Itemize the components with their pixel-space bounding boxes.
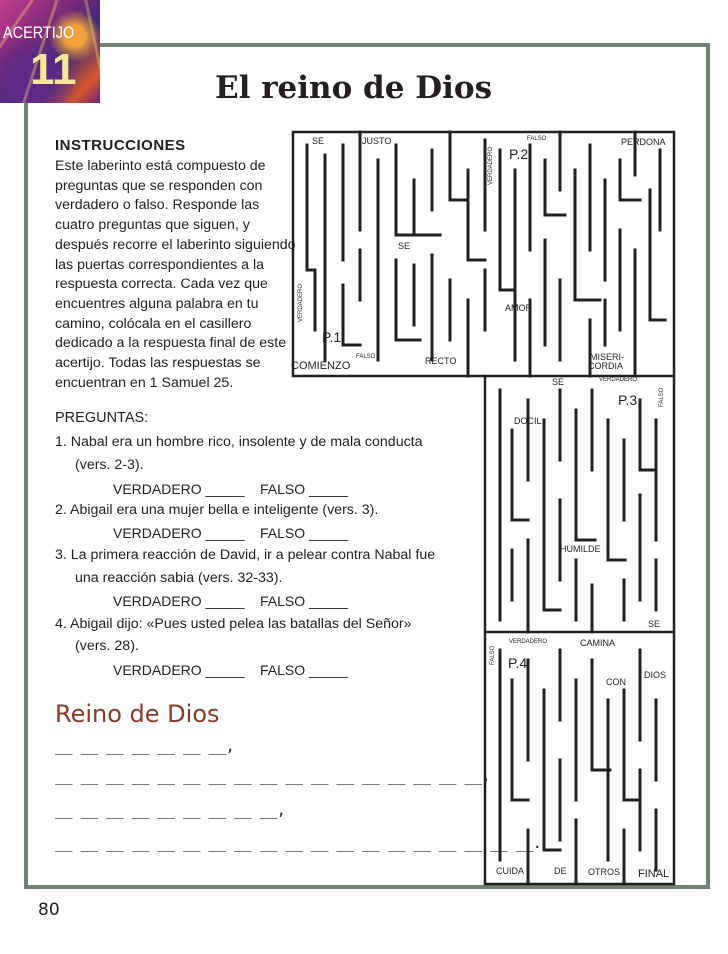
instructions-line: camino, colócala en el casillero bbox=[55, 315, 252, 332]
maze-word-misericordia: MISERI- bbox=[590, 352, 625, 362]
q1-false-option[interactable]: FALSO _____ bbox=[260, 481, 348, 497]
answer-blanks-line[interactable]: __ __ __ __ __ __ __ __ __ __ __ __ __ __ __ __ __, bbox=[55, 767, 491, 785]
page-title: El reino de Dios bbox=[215, 70, 493, 106]
instructions-heading: INSTRUCCIONES bbox=[55, 137, 186, 154]
instructions-line: acertijo. Todas las respuestas se bbox=[55, 355, 261, 372]
maze-label-p4: P.4 bbox=[508, 655, 528, 671]
q3-true-option[interactable]: VERDADERO _____ bbox=[113, 593, 245, 609]
maze-word-otros: OTROS bbox=[588, 867, 621, 877]
maze-label-p2: P.2 bbox=[509, 146, 529, 162]
badge-number: 11 bbox=[30, 45, 77, 94]
maze-word-se: SE bbox=[398, 241, 411, 251]
maze-word-falso: FALSO bbox=[527, 136, 547, 142]
answer-title: Reino de Dios bbox=[55, 700, 220, 728]
q3-false-option[interactable]: FALSO _____ bbox=[260, 593, 348, 609]
maze-label-p1: P.1 bbox=[322, 329, 342, 345]
instructions-line: Este laberinto está compuesto de bbox=[55, 158, 266, 174]
instructions-line: las puertas correspondientes a la bbox=[55, 256, 264, 273]
instructions-line: encuentres alguna palabra en tu bbox=[55, 295, 259, 312]
maze-label-p3: P.3 bbox=[618, 392, 638, 408]
q4-false-option[interactable]: FALSO _____ bbox=[260, 662, 348, 678]
q4-true-option[interactable]: VERDADERO _____ bbox=[113, 662, 245, 678]
question-4-ref: (vers. 28). bbox=[75, 638, 139, 654]
question-1: 1. Nabal era un hombre rico, insolente y de mala conducta bbox=[55, 434, 423, 450]
maze-word-verdadero: VERDADERO bbox=[298, 283, 304, 322]
answer-blanks-line[interactable]: __ __ __ __ __ __ __ __ __ __ __ __ __ __ __ __ __ __ __. bbox=[55, 834, 542, 852]
question-3: 3. La primera reacción de David, ir a pelear contra Nabal fue bbox=[55, 547, 436, 563]
maze-word-docil: DOCIL bbox=[514, 416, 542, 426]
questions-heading: PREGUNTAS: bbox=[55, 410, 149, 426]
maze-word-misericordia: CORDIA bbox=[588, 361, 624, 371]
page-number: 80 bbox=[38, 900, 60, 920]
question-2: 2. Abigail era una mujer bella e inteligente (vers. 3). bbox=[55, 502, 379, 518]
maze-word-con: CON bbox=[606, 677, 626, 687]
question-3-ref: una reacción sabia (vers. 32-33). bbox=[75, 570, 283, 586]
question-4: 4. Abigail dijo: «Pues usted pelea las batallas del Señor» bbox=[55, 616, 412, 632]
maze-word-justo: JUSTO bbox=[362, 136, 392, 146]
answer-blanks-line[interactable]: __ __ __ __ __ __ __, bbox=[55, 737, 235, 755]
maze-word-se: SE bbox=[312, 136, 325, 146]
maze-word-falso: FALSO bbox=[490, 645, 496, 665]
maze-word-humilde: HUMILDE bbox=[560, 544, 601, 554]
maze-word-se: SE bbox=[648, 619, 661, 629]
maze-word-dios: DIOS bbox=[644, 670, 667, 680]
instructions-line: verdadero o falso. Responde las bbox=[55, 197, 260, 214]
maze-word-de: DE bbox=[554, 866, 567, 876]
maze-word-falso: FALSO bbox=[356, 354, 376, 360]
badge-label: ACERTIJO bbox=[3, 23, 75, 42]
maze-word-verdadero: VERDADERO bbox=[509, 639, 548, 645]
maze-word-cuida: CUIDA bbox=[496, 866, 525, 876]
instructions-line: después recorre el laberinto siguiendo bbox=[55, 236, 296, 253]
maze-word-falso: FALSO bbox=[659, 387, 665, 407]
answer-blanks-line[interactable]: __ __ __ __ __ __ __ __ __, bbox=[55, 801, 286, 819]
instructions-line: dedicado a la respuesta final de este bbox=[55, 335, 287, 352]
maze-word-amor: AMOR bbox=[505, 303, 532, 313]
q1-true-option[interactable]: VERDADERO _____ bbox=[113, 481, 245, 497]
maze-word-comienzo: COMIENZO bbox=[291, 360, 351, 372]
instructions-line: cuatro preguntas que siguen, y bbox=[55, 217, 250, 234]
q2-false-option[interactable]: FALSO _____ bbox=[260, 525, 348, 541]
maze-word-perdona: PERDONA bbox=[621, 137, 666, 147]
maze-word-se: SE bbox=[552, 377, 565, 387]
maze-word-recto: RECTO bbox=[425, 356, 457, 366]
instructions-line: encuentran en 1 Samuel 25. bbox=[55, 374, 234, 391]
question-1-ref: (vers. 2-3). bbox=[75, 457, 144, 473]
maze-word-verdadero: VERDADERO bbox=[599, 377, 638, 383]
q2-true-option[interactable]: VERDADERO _____ bbox=[113, 525, 245, 541]
instructions-line: respuesta correcta. Cada vez que bbox=[55, 276, 268, 293]
maze-word-camina: CAMINA bbox=[580, 638, 616, 648]
instructions-line: preguntas que se responden con bbox=[55, 177, 263, 194]
maze-word-final: FINAL bbox=[638, 868, 670, 880]
maze-word-verdadero: VERDADERO bbox=[488, 146, 494, 185]
